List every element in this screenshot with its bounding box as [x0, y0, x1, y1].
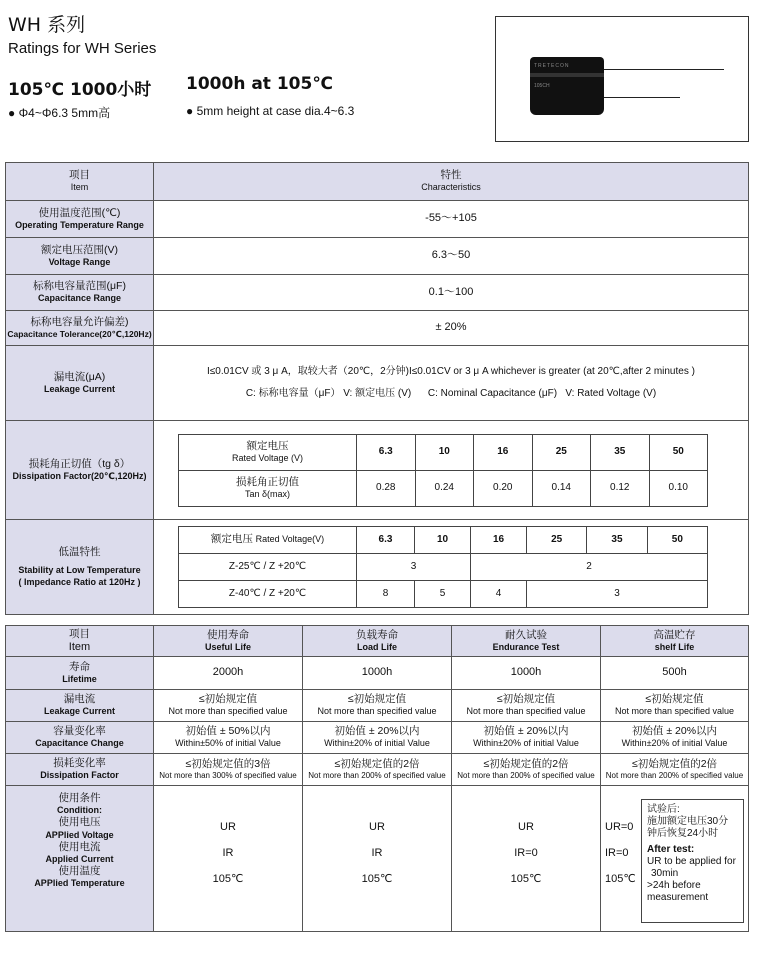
after-test-zh3: 钟后恢复24小时: [647, 828, 719, 839]
op-temp-value: -55～+105: [154, 201, 749, 238]
cap-change-value: [154, 722, 303, 754]
av-zh: 使用电压: [58, 816, 101, 829]
height-note-zh: ● Φ4~Φ6.3 5mm高: [8, 106, 111, 120]
cond-current: IR=0: [514, 847, 538, 859]
diss-change-zh-val: ≤初始规定值的2倍: [631, 757, 718, 770]
cond-current: IR=0: [605, 847, 629, 859]
cap-change-row: [6, 722, 749, 754]
diss-change-label: [6, 754, 154, 786]
tan-zh: 损耗角正切值: [236, 475, 299, 488]
shelf-en: shelf Life: [654, 641, 695, 652]
life-leakage-en-val: Not more than specified value: [317, 706, 437, 717]
tan-label: [179, 470, 357, 506]
load-en: Load Life: [357, 641, 397, 652]
tan-rv-zh: 额定电压: [246, 439, 289, 452]
endurance-header: [452, 626, 601, 657]
life-table: [5, 625, 749, 932]
diss-change-en-val: Not more than 200% of specified value: [457, 771, 595, 781]
cond-zh: 使用条件: [58, 792, 101, 804]
ratings-table: [5, 162, 749, 615]
diss-change-value: [303, 754, 452, 786]
lt-z25-value: 3: [357, 554, 471, 581]
lt-z40-value: 3: [527, 581, 708, 608]
lt-z40-value: 8: [357, 581, 415, 608]
lifetime-row: [6, 657, 749, 690]
tan-value: 0.10: [649, 470, 708, 506]
lt-rv-label: [179, 527, 357, 554]
leakage-value: [154, 346, 749, 421]
tan-voltage: 6.3: [357, 434, 416, 470]
cond-load: [303, 786, 452, 932]
lt-voltage: 16: [471, 527, 527, 554]
low-temp-cell: [154, 520, 749, 615]
item-header: [6, 163, 154, 201]
cond-current: IR: [222, 847, 234, 859]
ac-zh: 使用电流: [58, 840, 101, 853]
tan-rv-en: Rated Voltage (V): [231, 452, 304, 463]
diss-change-zh-val: ≤初始规定值的2倍: [483, 757, 569, 770]
cond-temp: 105℃: [361, 873, 393, 885]
life-leakage-value: [154, 690, 303, 722]
lt-z25-row: [179, 554, 708, 581]
cond-voltage: UR=0: [605, 821, 634, 833]
series-title: WH 系列: [8, 14, 86, 36]
capacitor-band: [530, 73, 604, 77]
tolerance-value: ± 20%: [154, 311, 749, 346]
useful-zh: 使用寿命: [207, 628, 249, 641]
cond-temp: 105℃: [212, 873, 244, 885]
life-leakage-zh-val: ≤初始规定值: [198, 693, 258, 706]
lt-z40-label: Z-40℃ / Z +20℃: [179, 581, 357, 608]
tolerance-row: [6, 311, 749, 346]
load-zh: 负载寿命: [356, 628, 398, 641]
diss-change-zh-val: ≤初始规定值的2倍: [334, 757, 420, 770]
lifetime-en: Lifetime: [62, 673, 97, 684]
endurance-en: Endurance Test: [492, 641, 560, 652]
at-zh: 使用温度: [58, 865, 101, 878]
voltage-en: Voltage Range: [48, 256, 111, 267]
cond-endurance: [452, 786, 601, 932]
diss-change-value: [154, 754, 303, 786]
lt-rv-en: Rated Voltage(V): [255, 534, 325, 545]
cap-change-en-val: Within±20% of initial Value: [621, 738, 728, 749]
load-life-header: [303, 626, 452, 657]
leakage-row: [6, 346, 749, 421]
after-test-en4: measurement: [647, 892, 709, 903]
lt-voltage: 25: [527, 527, 587, 554]
dissipation-en: Dissipation Factor(20℃,120Hz): [12, 470, 147, 481]
tan-value: 0.20: [474, 470, 533, 506]
life-leakage-value: [303, 690, 452, 722]
lt-z25-value: 2: [471, 554, 708, 581]
capacitor-brand: TRETECON: [534, 63, 570, 69]
series-subtitle: Ratings for WH Series: [8, 40, 157, 57]
cond-temp: 105℃: [605, 873, 636, 885]
cap-change-zh-val: 初始值 ± 50%以内: [185, 725, 271, 738]
voltage-value: 6.3～50: [154, 238, 749, 275]
after-test-zh1: 试验后:: [647, 804, 680, 815]
char-header-en: Characteristics: [421, 182, 481, 193]
op-temp-row: [6, 201, 749, 238]
cap-change-en-val: Within±20% of initial Value: [473, 738, 579, 749]
life-item-header: [6, 626, 154, 657]
cap-change-value: [303, 722, 452, 754]
cond-useful: [154, 786, 303, 932]
cond-en: Condition:: [57, 805, 102, 816]
dissipation-row: [6, 421, 749, 520]
life-leakage-zh: 漏电流: [63, 693, 96, 706]
cap-change-en-val: Within±20% of initial Value: [324, 738, 430, 749]
shelf-zh: 高温贮存: [653, 628, 696, 641]
tan-voltage: 16: [474, 434, 533, 470]
shelf-life-header: [601, 626, 749, 657]
dissipation-zh: 损耗角正切值（tg δ）: [28, 457, 131, 470]
cap-change-zh-val: 初始值 ± 20%以内: [631, 725, 718, 738]
life-leakage-en-val: Not more than specified value: [466, 706, 586, 717]
diss-change-zh-val: ≤初始规定值的3倍: [185, 757, 271, 770]
endurance-zh: 耐久试验: [505, 628, 547, 641]
diss-change-zh: 损耗变化率: [53, 757, 106, 770]
cond-voltage: UR: [369, 821, 385, 833]
voltage-zh: 额定电压范围(V): [41, 243, 118, 256]
tan-value-row: [179, 470, 708, 506]
lt-z25-label: Z-25℃ / Z +20℃: [179, 554, 357, 581]
cap-change-label: [6, 722, 154, 754]
life-leakage-zh-val: ≤初始规定值: [496, 693, 556, 706]
lt-voltage: 50: [647, 527, 707, 554]
low-temp-label: [6, 520, 154, 615]
lt-voltage: 35: [587, 527, 647, 554]
life-leakage-en-val: Not more than specified value: [168, 706, 288, 717]
diss-change-en-val: Not more than 200% of specified value: [605, 771, 744, 781]
op-temp-en: Operating Temperature Range: [15, 219, 144, 230]
lifetime-label: [6, 657, 154, 690]
life-header-row: [6, 626, 749, 657]
cap-change-zh-val: 初始值 ± 20%以内: [334, 725, 420, 738]
lt-voltage: 6.3: [357, 527, 415, 554]
life-leakage-en-val: Not more than specified value: [614, 706, 735, 717]
capacitor-image: [530, 57, 604, 115]
at-en: APPlied Temperature: [34, 878, 125, 889]
after-test-en-head: After test:: [647, 844, 695, 855]
after-test-zh2: 施加额定电压30分: [647, 816, 729, 827]
lifetime-value: 500h: [601, 657, 749, 690]
life-leakage-row: [6, 690, 749, 722]
cap-change-zh-val: 初始值 ± 20%以内: [483, 725, 569, 738]
temp-life-en: 1000h at 105℃: [186, 74, 333, 94]
useful-life-header: [154, 626, 303, 657]
item-header-zh: 项目: [69, 169, 90, 182]
height-note-en: ● 5mm height at case dia.4~6.3: [186, 104, 355, 118]
useful-en: Useful Life: [204, 641, 251, 652]
cap-change-en: Capacitance Change: [35, 738, 124, 749]
av-en: APPlied Voltage: [45, 829, 114, 840]
lead-wire: [604, 97, 680, 98]
dissipation-table: [178, 434, 708, 507]
diss-change-en-val: Not more than 300% of specified value: [159, 771, 297, 781]
tolerance-label: [6, 311, 154, 346]
temp-life-zh: 105℃ 1000小时: [8, 80, 152, 100]
lt-voltage: 10: [415, 527, 471, 554]
low-temp-en2: ( Impedance Ratio at 120Hz ): [18, 576, 141, 587]
capacitance-label: [6, 275, 154, 311]
low-temp-en1: Stability at Low Temperature: [18, 565, 141, 576]
tan-voltage-row: [179, 434, 708, 470]
life-leakage-value: [601, 690, 749, 722]
lt-z40-value: 4: [471, 581, 527, 608]
life-leakage-value: [452, 690, 601, 722]
tan-value: 0.14: [532, 470, 591, 506]
life-item-en: Item: [68, 640, 91, 653]
item-header-en: Item: [70, 182, 89, 193]
cond-voltage: UR: [518, 821, 534, 833]
lt-z40-row: [179, 581, 708, 608]
tan-value: 0.24: [415, 470, 474, 506]
lifetime-value: 1000h: [452, 657, 601, 690]
diss-change-en-val: Not more than 200% of specified value: [308, 771, 446, 781]
cond-voltage: UR: [220, 821, 236, 833]
cond-temp: 105℃: [510, 873, 542, 885]
lt-rv-zh: 额定电压: [210, 533, 253, 546]
capacitance-en: Capacitance Range: [37, 293, 122, 304]
lifetime-zh: 寿命: [69, 660, 90, 673]
tan-rv-label: [179, 434, 357, 470]
life-leakage-zh-val: ≤初始规定值: [645, 693, 704, 706]
op-temp-zh: 使用温度范围(℃): [38, 206, 121, 219]
tan-en: Tan δ(max): [244, 488, 291, 499]
leakage-en: Leakage Current: [43, 383, 116, 394]
capacitance-value: 0.1～100: [154, 275, 749, 311]
product-photo: [495, 16, 749, 142]
ratings-header-row: [6, 163, 749, 201]
tan-voltage: 50: [649, 434, 708, 470]
diss-change-value: [452, 754, 601, 786]
lt-voltage-row: [179, 527, 708, 554]
capacitor-series: 105CH: [534, 83, 550, 89]
leakage-legend: C: 标称电容量（μF） V: 额定电压 (V) C: Nominal Capacitance (μF) V: Rated Voltage (V): [245, 388, 657, 399]
low-temp-table: [178, 526, 708, 608]
tolerance-en: Capacitance Tolerance(20℃,120Hz): [7, 329, 152, 340]
after-test-note: [641, 799, 744, 923]
tan-voltage: 25: [532, 434, 591, 470]
dissipation-cell: [154, 421, 749, 520]
leakage-label: [6, 346, 154, 421]
voltage-row: [6, 238, 749, 275]
capacitance-row: [6, 275, 749, 311]
cap-change-value: [452, 722, 601, 754]
lifetime-value: 1000h: [303, 657, 452, 690]
tolerance-zh: 标称电容量允许偏差): [30, 316, 129, 329]
voltage-label: [6, 238, 154, 275]
capacitance-zh: 标称电容量范围(μF): [33, 280, 126, 293]
ac-en: Applied Current: [45, 853, 114, 864]
diss-change-en: Dissipation Factor: [40, 770, 119, 781]
lt-z40-value: 5: [415, 581, 471, 608]
lead-wire: [604, 69, 724, 70]
after-test-en3: >24h before: [647, 880, 701, 891]
life-leakage-zh-val: ≤初始规定值: [347, 693, 407, 706]
low-temp-row: [6, 520, 749, 615]
dissipation-label: [6, 421, 154, 520]
tan-value: 0.12: [591, 470, 650, 506]
tan-voltage: 10: [415, 434, 474, 470]
op-temp-label: [6, 201, 154, 238]
life-leakage-label: [6, 690, 154, 722]
conditions-label: [6, 786, 154, 932]
characteristics-header: [154, 163, 749, 201]
low-temp-zh: 低温特性: [58, 546, 101, 559]
life-item-zh: 项目: [69, 627, 90, 640]
lifetime-value: 2000h: [154, 657, 303, 690]
life-leakage-en: Leakage Current: [43, 706, 116, 717]
after-test-en2: 30min: [651, 868, 679, 879]
tan-value: 0.28: [357, 470, 416, 506]
char-header-zh: 特性: [440, 169, 462, 182]
cap-change-en-val: Within±50% of initial Value: [175, 738, 281, 749]
diss-change-row: [6, 754, 749, 786]
leakage-formula: I≤0.01CV 或 3 μ A，取较大者（20℃，2分钟)I≤0.01CV or 3 μ A whichever is greater (at 20℃,after 2 minutes ): [207, 365, 695, 377]
cap-change-zh: 容量变化率: [53, 725, 106, 738]
tan-voltage: 35: [591, 434, 650, 470]
cap-change-value: [601, 722, 749, 754]
after-test-en1: UR to be applied for: [647, 856, 736, 867]
diss-change-value: [601, 754, 749, 786]
conditions-row: [6, 786, 749, 932]
leakage-zh: 漏电流(μA): [53, 370, 106, 383]
cond-current: IR: [371, 847, 383, 859]
